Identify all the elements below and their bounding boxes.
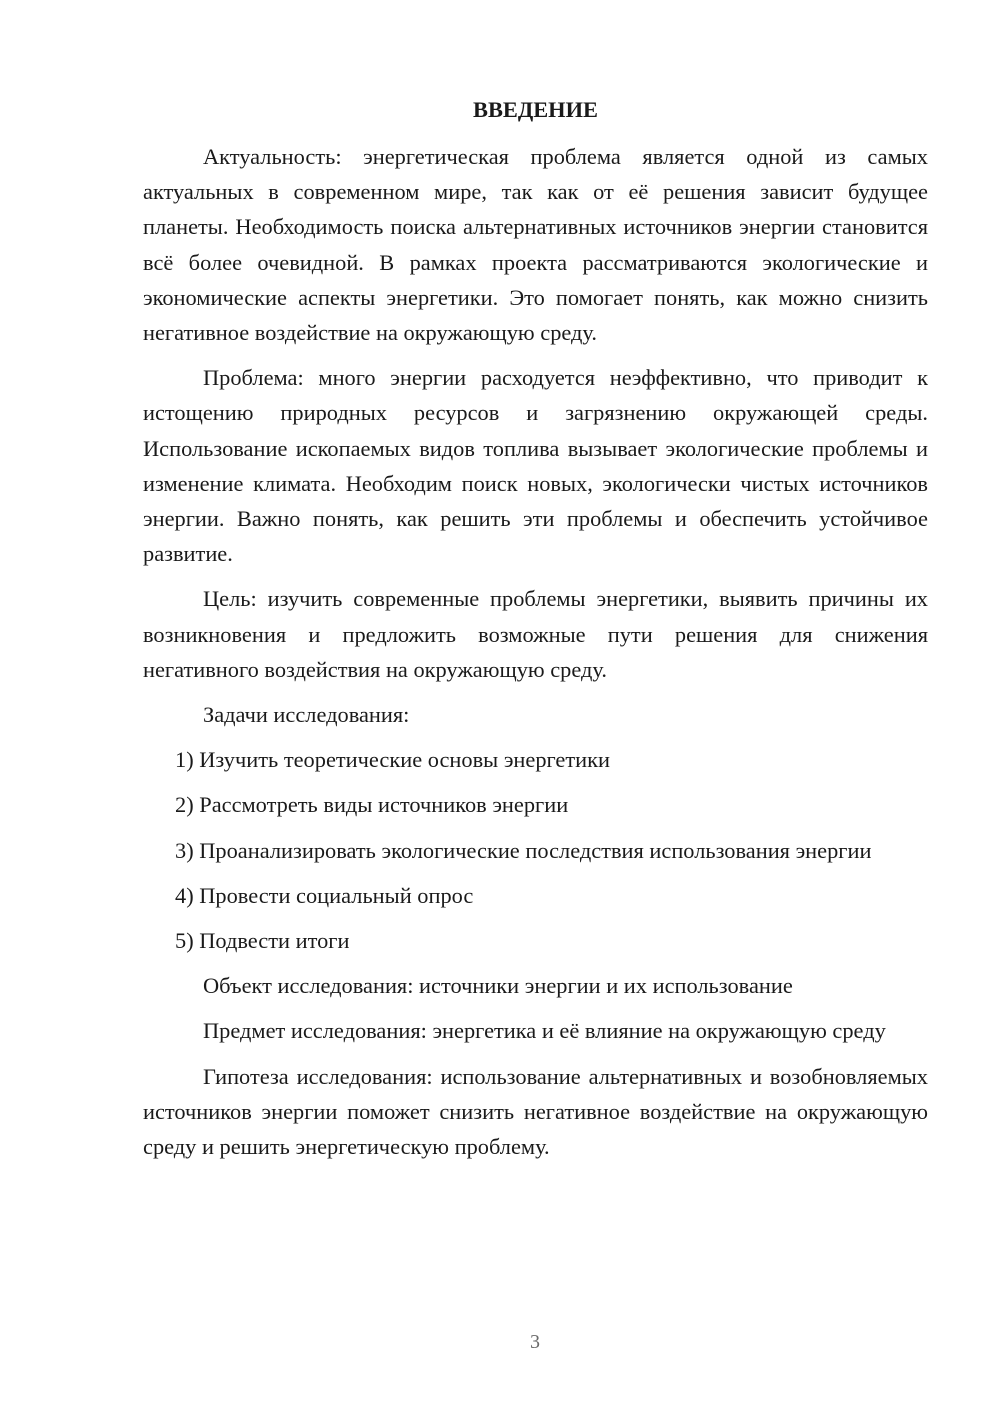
list-item: 3) Проанализировать экологические последствия использования энергии xyxy=(175,837,872,863)
paragraph-object: Объект исследования: источники энергии и их использование xyxy=(203,973,793,999)
document-body xyxy=(143,92,928,1174)
list-item: 1) Изучить теоретические основы энергетики xyxy=(175,747,610,773)
list-item: 5) Подвести итоги xyxy=(175,928,350,954)
tasks-title: Задачи исследования: xyxy=(203,702,410,728)
page-number: 3 xyxy=(530,1331,540,1353)
paragraph-problem: Проблема: много энергии расходуется неэффективно, что приводит к истощению природных ресурсов и загрязнению окружающей среды. Использование ископаемых видов топлива вызывает экологические проблемы и изменение климата. Необходим поиск новых, экологически чистых источников энергии. Важно понять, как решить эти проблемы и обеспечить устойчивое развитие. xyxy=(143,365,928,567)
paragraph-relevance: Актуальность: энергетическая проблема является одной из самых актуальных в современном мире, так как от её решения зависит будущее планеты. Необходимость поиска альтернативных источников энергии становится всё более очевидной. В рамках проекта рассматриваются экологические и экономические аспекты энергетики. Это помогает понять, как можно снизить негативное воздействие на окружающую среду. xyxy=(143,144,928,346)
list-item: 2) Рассмотреть виды источников энергии xyxy=(175,792,569,818)
paragraph-goal: Цель: изучить современные проблемы энергетики, выявить причины их возникновения и предложить возможные пути решения для снижения негативного воздействия на окружающую среду. xyxy=(143,586,928,682)
paragraph-hypothesis: Гипотеза исследования: использование альтернативных и возобновляемых источников энергии поможет снизить негативное воздействие на окружающую среду и решить энергетическую проблему. xyxy=(143,1063,928,1160)
list-item: 4) Провести социальный опрос xyxy=(175,882,474,908)
page-title: ВВЕДЕНИЕ xyxy=(473,97,598,122)
tasks-list xyxy=(143,742,928,958)
paragraph-subject: Предмет исследования: энергетика и её влияние на окружающую среду xyxy=(203,1018,886,1044)
